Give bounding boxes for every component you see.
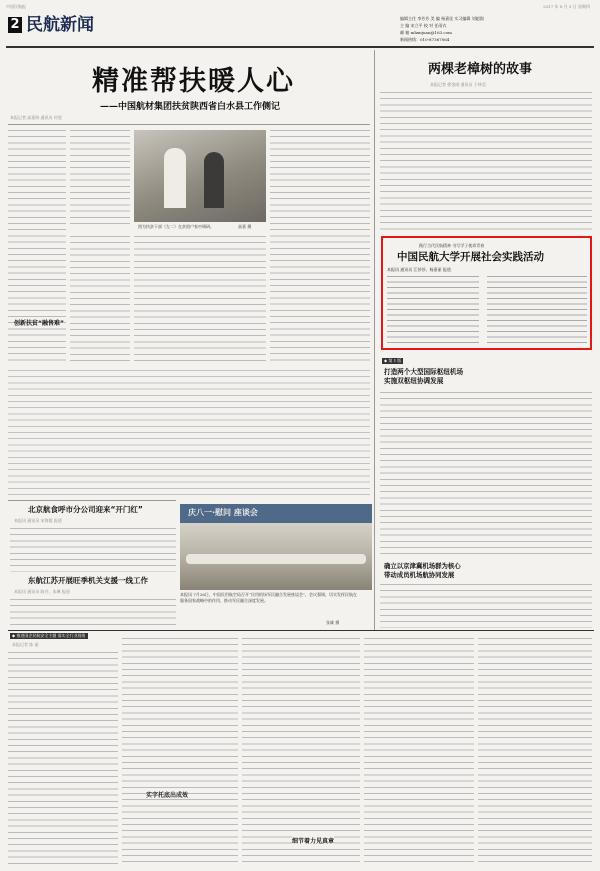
- email-line: 邮 箱 mhxnjuan@163.com: [400, 30, 452, 35]
- lead-body-col-2: [70, 128, 130, 228]
- safety-tag: ◆ 推进国企民航安全主题 落实全行业视角: [12, 633, 86, 638]
- ten-headline: 打造两个大型国际枢纽机场 实施双枢纽协调发展: [384, 368, 464, 385]
- east-body: [10, 597, 176, 627]
- paper-name: 中国民航报: [6, 4, 26, 9]
- lead-headline: 精准帮扶暖人心: [92, 66, 295, 97]
- tree-body: [380, 90, 592, 232]
- highlight-kicker: 践行当代民航精神 书写学子使命青春: [419, 243, 485, 248]
- lead-body-col-5: [134, 234, 266, 364]
- lead-body-col-1: [8, 128, 66, 364]
- tianjin-body: [380, 582, 592, 628]
- lead-body-lower: [8, 368, 370, 496]
- north-body: [10, 526, 176, 572]
- tree-byline: 本报记者 徐金刚 通讯员 于林美: [430, 82, 486, 87]
- highlight-body: [387, 274, 479, 346]
- lead-title-divider: [8, 124, 370, 125]
- section-title: 民航新闻: [26, 15, 94, 35]
- safety-byline: 本报记者 陈 丽: [12, 642, 39, 647]
- ext-subhead: 细节着力见真章: [292, 838, 335, 845]
- highlighted-article[interactable]: [381, 236, 592, 350]
- north-headline: 北京航食呼市分公司迎来“开门红”: [28, 505, 143, 514]
- meeting-banner: 庆八一·慰问 座谈会: [188, 508, 258, 517]
- east-byline: 本报讯 通讯员 陈丹、朱琳 报道: [14, 589, 70, 594]
- safety-subhead: 实字托底出成效: [146, 792, 189, 799]
- ten-tag: ◆ 第 1 版: [384, 358, 402, 363]
- lead-photo-figure: [204, 152, 224, 208]
- safety-body-col-3: [242, 636, 360, 864]
- lead-photo-caption: 图为扶贫干部（左二）在贫困户家中调研。: [138, 224, 214, 229]
- page-number-badge: [8, 17, 22, 33]
- issue-date: 2017 年 8 月 3 日 星期四: [543, 4, 590, 9]
- masthead-rule: [6, 46, 594, 48]
- highlight-body: [487, 274, 587, 346]
- brief-divider: [8, 500, 176, 501]
- ten-body: [380, 390, 592, 558]
- lead-photo-credit: 高嘉 摄: [238, 224, 252, 229]
- editor-line-2: 主 编 宋立平 校 对 任雨衣: [400, 23, 447, 28]
- hotline: 新闻热线：010-87367064: [400, 37, 450, 42]
- lead-photo: [134, 130, 266, 222]
- lower-section-rule: [8, 630, 594, 631]
- meeting-photo: [180, 504, 372, 590]
- lead-subheadline: ——中国航材集团扶贫陕西省白水县工作侧记: [100, 102, 281, 112]
- east-headline: 东航江苏开展旺季机关支援一线工作: [28, 576, 148, 585]
- highlight-byline: 本报讯 通讯员 江莎莎、杨嘉丽 报道: [387, 267, 451, 272]
- meeting-caption: 本报讯 7月26日，中国民用航空局召开“民用机场军民融合发展座谈会”，会议强调，切实发挥民航在服务国家战略中的作用，推动军民融合深度发展。: [180, 592, 357, 603]
- highlight-headline: 中国民航大学开展社会实践活动: [397, 251, 544, 263]
- safety-body-col-4: [364, 636, 474, 864]
- meeting-table: [186, 554, 366, 564]
- editor-line-1: 编辑主任 李芳芳 美 编 杨嘉佳 实习编辑 刘超润: [400, 16, 484, 21]
- lead-body-col-4: [70, 234, 130, 364]
- safety-body-col-2: [122, 636, 238, 864]
- lead-photo-figure: [164, 148, 186, 208]
- lead-body-col-3: [270, 128, 370, 364]
- lead-subhead-1: 创新扶贫“融售难”: [14, 320, 64, 327]
- north-byline: 本报讯 通讯员 宋海霞 报道: [14, 518, 62, 523]
- column-divider: [374, 50, 375, 630]
- tree-headline: 两棵老樟树的故事: [428, 62, 533, 77]
- safety-body-col-5: [478, 636, 592, 864]
- meeting-credit: 张雄 摄: [326, 620, 340, 625]
- lead-kicker: 本报记者 高嘉海 通讯员 何雯: [10, 115, 62, 120]
- safety-body-col-1: [8, 650, 118, 864]
- page-number: 2: [10, 17, 20, 32]
- tianjin-headline: 确立以京津冀机场群为核心 带动成员机场航协同发展: [384, 562, 461, 579]
